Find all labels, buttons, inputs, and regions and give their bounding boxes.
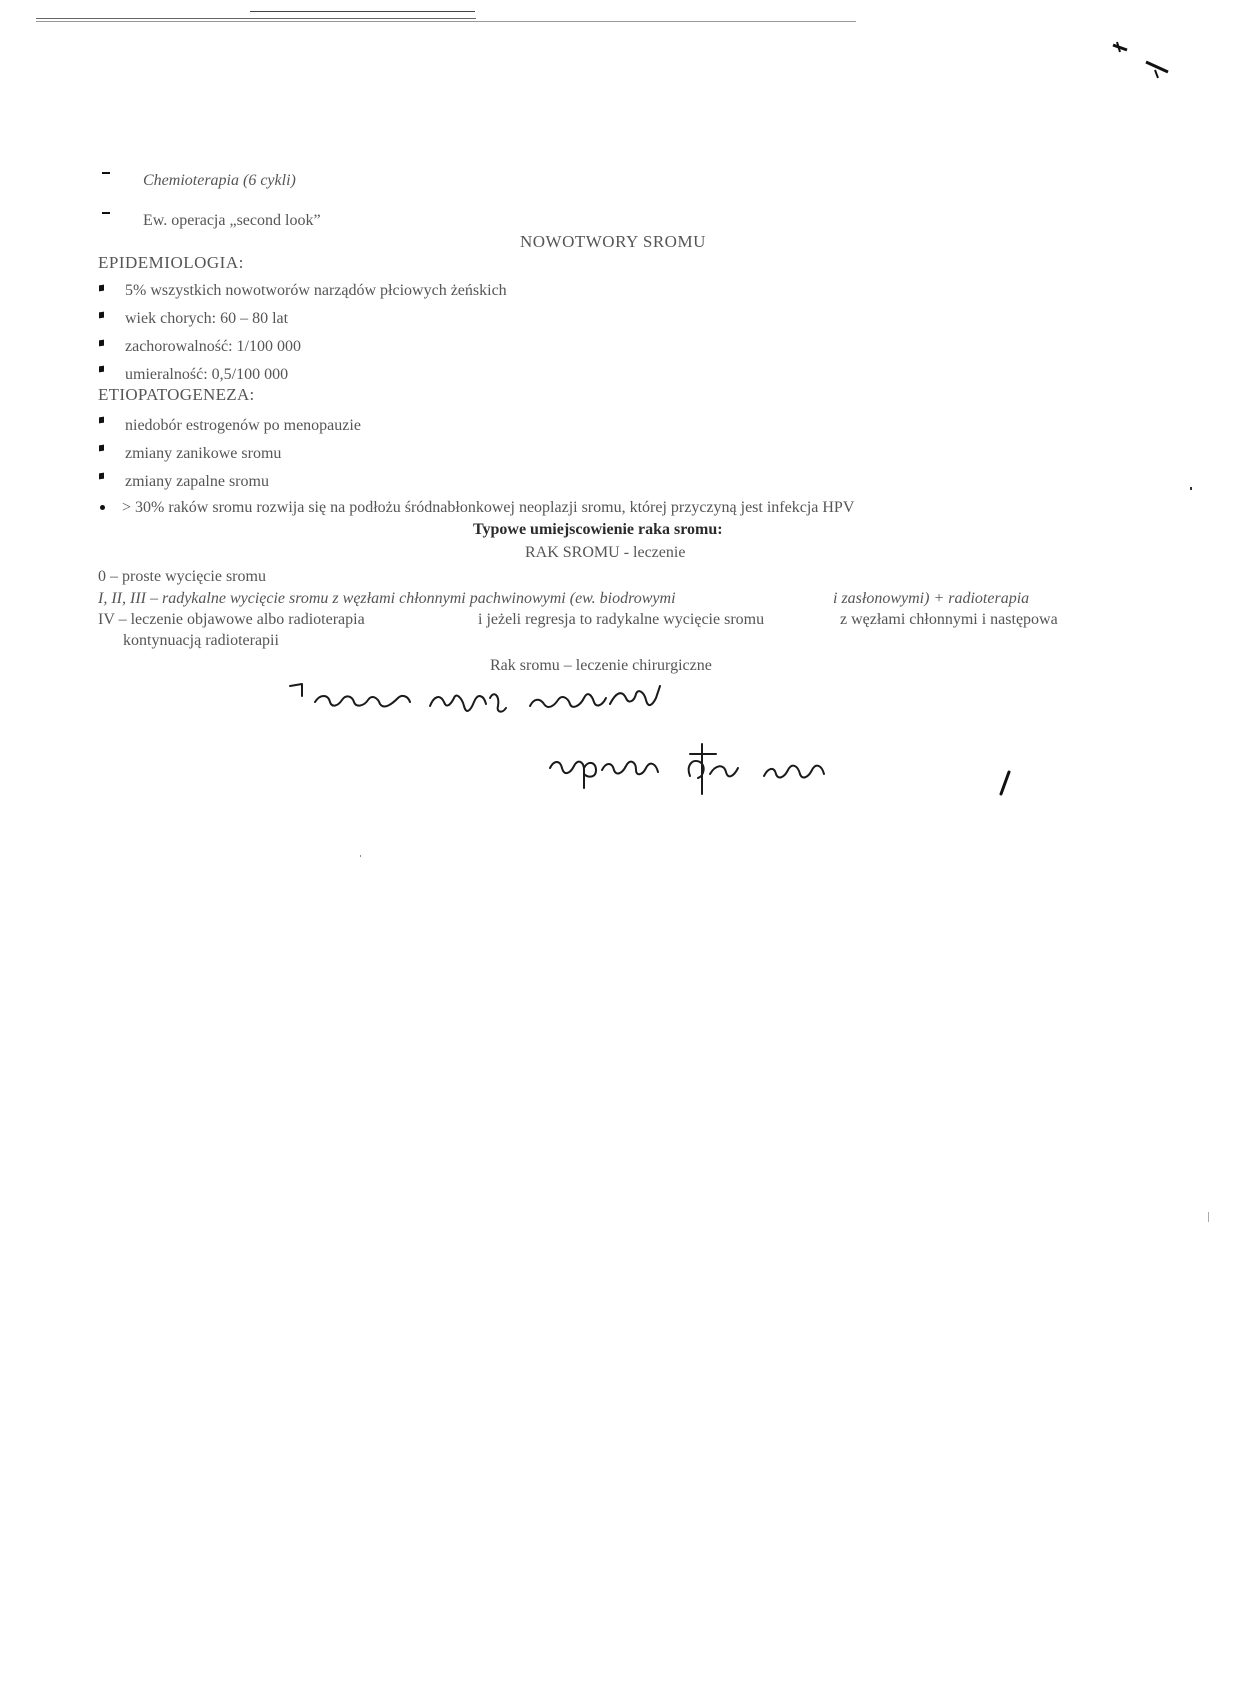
treatment-stage-4: IV – leczenie objawowe albo radioterapia xyxy=(98,611,365,628)
square-bullet xyxy=(99,445,104,452)
top-item-chemotherapy: Chemioterapia (6 cykli) xyxy=(143,172,296,189)
treatment-stage-0: 0 – proste wycięcie sromu xyxy=(98,568,266,585)
treatment-stage-4-regression: i jeżeli regresja to radykalne wycięcie sromu xyxy=(478,611,765,628)
document-title: NOWOTWORY SROMU xyxy=(520,232,706,251)
square-bullet xyxy=(99,417,104,424)
epidemiology-item: 5% wszystkich nowotworów narządów płciowych żeńskich xyxy=(125,282,507,299)
treatment-stage-4-cont: kontynuacją radioterapii xyxy=(123,632,279,649)
surgery-heading: Rak sromu – leczenie chirurgiczne xyxy=(490,657,712,674)
square-bullet xyxy=(99,366,104,373)
scan-speck xyxy=(1208,1212,1209,1222)
scan-speck xyxy=(1190,487,1192,490)
handwritten-scribble-line-2 xyxy=(540,732,840,802)
scan-top-rule-1 xyxy=(36,18,476,19)
treatment-stage-1-3-cont: i zasłonowymi) + radioterapia xyxy=(833,590,1030,607)
square-bullet xyxy=(99,473,104,480)
square-bullet xyxy=(99,312,104,319)
square-bullet xyxy=(99,285,104,292)
epidemiology-item: umieralność: 0,5/100 000 xyxy=(125,366,289,383)
etiology-item: > 30% raków sromu rozwija się na podłożu śródnabłonkowej neoplazji sromu, której przyczyną jest infekcja HPV xyxy=(122,499,855,516)
epidemiology-item: zachorowalność: 1/100 000 xyxy=(125,338,301,355)
corner-scan-marks xyxy=(1100,30,1190,90)
dash-bullet xyxy=(102,172,110,174)
treatment-stage-1-3: I, II, III – radykalne wycięcie sromu z węzłami chłonnymi pachwinowymi (ew. biodrowymi xyxy=(98,590,676,607)
top-item-second-look: Ew. operacja „second look” xyxy=(143,212,321,229)
scan-speck xyxy=(360,855,361,857)
etiology-item: zmiany zanikowe sromu xyxy=(125,445,282,462)
etiology-item: zmiany zapalne sromu xyxy=(125,473,269,490)
treatment-stage-4-nodes: z węzłami chłonnymi i następowa xyxy=(840,611,1058,628)
epidemiology-item: wiek chorych: 60 – 80 lat xyxy=(125,310,289,327)
scan-top-rule-2 xyxy=(36,21,856,22)
dash-bullet xyxy=(102,212,110,214)
localization-heading: Typowe umiejscowienie raka sromu: xyxy=(473,521,723,538)
scan-top-rule-3 xyxy=(250,11,475,12)
square-bullet xyxy=(99,340,104,347)
treatment-heading: RAK SROMU - leczenie xyxy=(525,544,686,561)
handwritten-scribble-line-1 xyxy=(280,676,700,726)
round-bullet xyxy=(100,505,105,510)
epidemiology-heading: EPIDEMIOLOGIA: xyxy=(98,253,244,272)
etiology-item: niedobór estrogenów po menopauzie xyxy=(125,417,361,434)
etiology-heading: ETIOPATOGENEZA: xyxy=(98,385,255,404)
pen-stroke-mark xyxy=(995,768,1015,798)
